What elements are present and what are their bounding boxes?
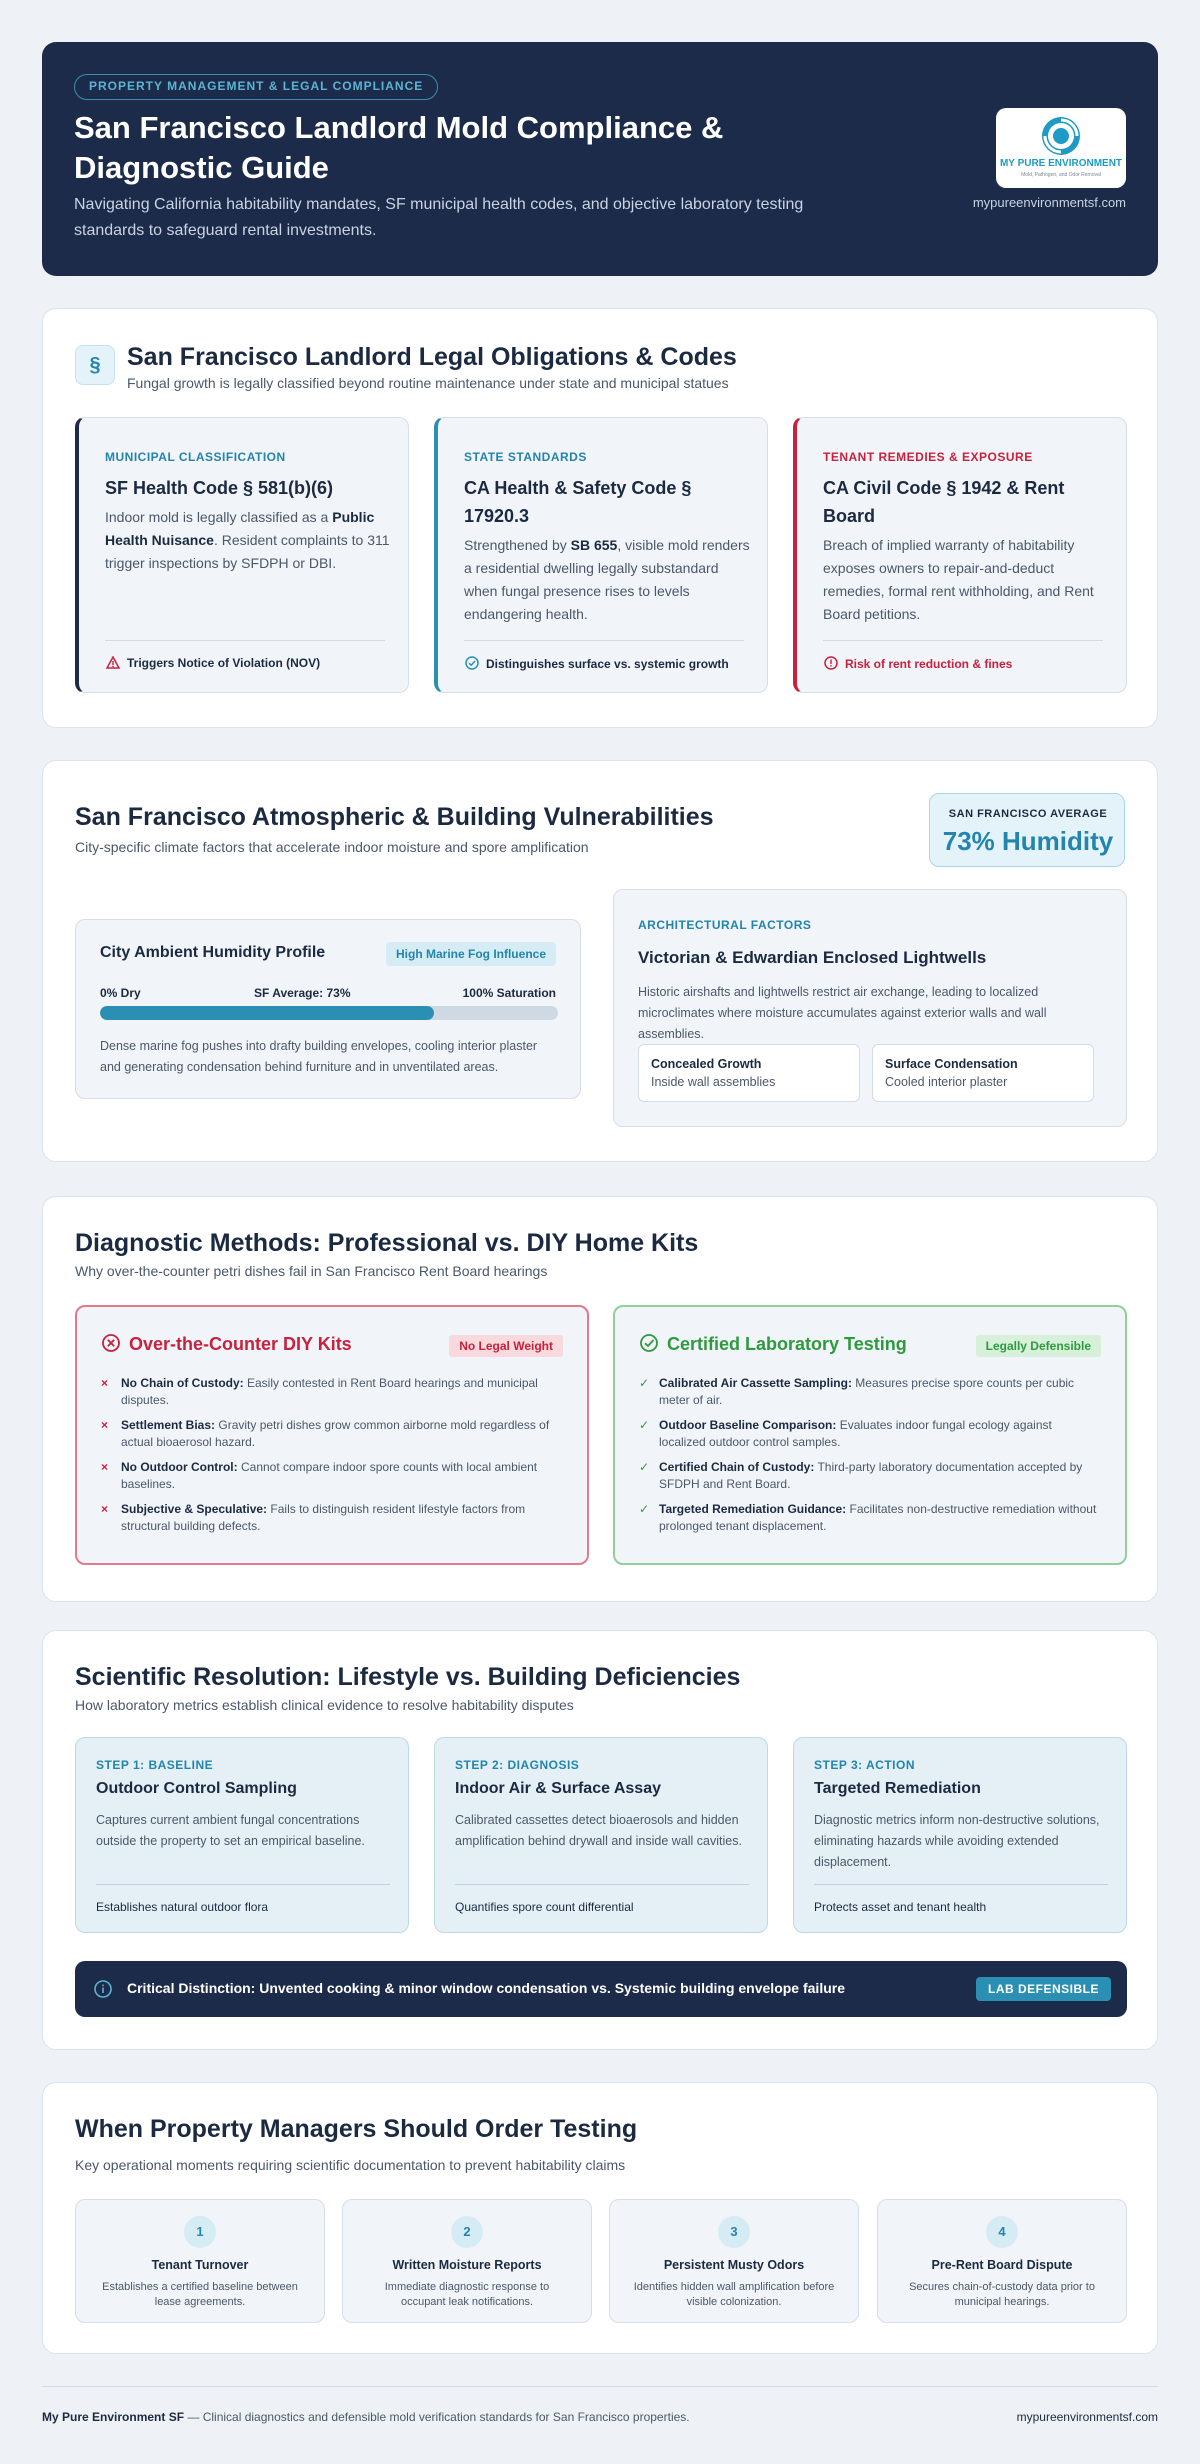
climate-section	[42, 760, 1158, 1162]
list-item: ✓ Targeted Remediation Guidance: Facilitates non-destructive remediation without prolonged tenant displacement.	[639, 1502, 1097, 1533]
humidity-note: Dense marine fog pushes into drafty building envelopes, cooling interior plaster and generating condensation behind furniture and in unventilated areas.	[100, 1039, 538, 1074]
divider	[823, 640, 1103, 641]
company-logo[interactable]	[996, 108, 1126, 188]
header-website-link[interactable]: mypureenvironmentsf.com	[972, 195, 1126, 210]
logo-emblem-icon	[1039, 114, 1083, 158]
no-legal-weight-badge: No Legal Weight	[449, 1335, 563, 1357]
architecture-tag: ARCHITECTURAL FACTORS	[638, 918, 812, 932]
testing-card-musty-odors	[609, 2199, 859, 2323]
step-number-badge: 2	[451, 2216, 483, 2248]
legal-section-title: San Francisco Landlord Legal Obligations & Codes	[127, 343, 737, 371]
list-item: ✓ Certified Chain of Custody: Third-party laboratory documentation accepted by SFDPH and Rent Board.	[639, 1460, 1083, 1491]
footer-divider	[42, 2386, 1158, 2387]
testing-card-title: Persistent Musty Odors	[663, 2258, 805, 2272]
mini-subtitle: Inside wall assemblies	[651, 1075, 776, 1089]
testing-card-title: Tenant Turnover	[151, 2258, 249, 2272]
x-mark-icon: ×	[101, 1418, 109, 1432]
legal-section-subtitle: Fungal growth is legally classified beyond routine maintenance under state and municipal statues	[127, 375, 729, 391]
scientific-resolution-section	[42, 1630, 1158, 2050]
legal-card-state	[434, 417, 768, 693]
average-humidity-badge	[929, 793, 1125, 867]
lab-defensible-badge: LAB DEFENSIBLE	[976, 1977, 1111, 2001]
testing-card-title: Written Moisture Reports	[392, 2258, 542, 2272]
diy-kits-title: Over-the-Counter DIY Kits	[101, 1333, 352, 1355]
step-tag: STEP 3: ACTION	[814, 1758, 916, 1772]
testing-card-tenant-turnover	[75, 2199, 325, 2323]
checkmark-icon: ✓	[639, 1502, 650, 1516]
lab-testing-card	[613, 1305, 1127, 1565]
legal-card-footer: Distinguishes surface vs. systemic growth	[464, 656, 729, 671]
diagnostic-methods-section	[42, 1196, 1158, 1602]
architecture-title: Victorian & Edwardian Enclosed Lightwells	[638, 948, 987, 967]
legally-defensible-badge: Legally Defensible	[976, 1335, 1101, 1357]
info-circle-icon	[93, 1979, 113, 1999]
legal-card-title: CA Health & Safety Code § 17920.3	[464, 478, 692, 526]
architecture-body: Historic airshafts and lightwells restrict air exchange, leading to localized microclimates where moisture accumulates against exterior walls and wall assemblies.	[638, 985, 1047, 1041]
lab-testing-title: Certified Laboratory Testing	[639, 1333, 907, 1355]
testing-card-moisture-reports	[342, 2199, 592, 2323]
humidity-scale-max: 100% Saturation	[462, 986, 556, 1000]
check-circle-icon	[464, 656, 480, 670]
step-card-baseline	[75, 1737, 409, 1933]
humidity-card-title: City Ambient Humidity Profile	[100, 944, 326, 961]
x-mark-icon: ×	[101, 1376, 109, 1390]
step-footer: Protects asset and tenant health	[814, 1900, 987, 1914]
legal-card-municipal	[75, 417, 409, 693]
logo-tagline: Mold, Pathogen, and Odor Removal	[1021, 172, 1101, 178]
x-mark-icon: ×	[101, 1460, 109, 1474]
legal-card-title: SF Health Code § 581(b)(6)	[105, 478, 334, 498]
diagnostic-section-subtitle: Why over-the-counter petri dishes fail in San Francisco Rent Board hearings	[75, 1263, 548, 1279]
section-sign-icon: §	[75, 345, 115, 385]
legal-obligations-section	[42, 308, 1158, 728]
logo-name: MY PURE ENVIRONMENT	[999, 158, 1123, 169]
footer-website-link[interactable]: mypureenvironmentsf.com	[1016, 2410, 1158, 2424]
climate-section-title: San Francisco Atmospheric & Building Vulnerabilities	[75, 803, 714, 831]
legal-card-tag: STATE STANDARDS	[464, 450, 587, 464]
legal-card-tenant	[793, 417, 1127, 693]
divider	[455, 1884, 749, 1885]
step-number-badge: 3	[718, 2216, 750, 2248]
humidity-progress-bar	[100, 1006, 558, 1020]
critical-distinction-banner	[75, 1961, 1127, 2017]
checkmark-icon: ✓	[639, 1418, 650, 1432]
check-circle-icon	[639, 1333, 659, 1353]
testing-card-body: Immediate diagnostic response to occupant leak notifications.	[384, 2281, 550, 2308]
mini-subtitle: Cooled interior plaster	[885, 1075, 1008, 1089]
step-body: Calibrated cassettes detect bioaerosols and hidden amplification behind drywall and inside wall cavities.	[455, 1813, 742, 1848]
alert-circle-icon	[823, 656, 839, 670]
average-humidity-value: 73% Humidity	[942, 826, 1114, 856]
critical-distinction-text: Critical Distinction: Unvented cooking & minor window condensation vs. Systemic building envelope failure	[127, 1980, 845, 1996]
step-body: Diagnostic metrics inform non-destructive solutions, eliminating hazards while avoiding extended displacement.	[814, 1813, 1100, 1869]
step-title: Indoor Air & Surface Assay	[455, 1780, 661, 1797]
resolution-section-subtitle: How laboratory metrics establish clinical evidence to resolve habitability disputes	[75, 1697, 574, 1713]
architectural-factors-card	[613, 889, 1127, 1127]
hero-header	[42, 42, 1158, 276]
resolution-section-title: Scientific Resolution: Lifestyle vs. Building Deficiencies	[75, 1663, 741, 1691]
concealed-growth-box	[638, 1044, 860, 1102]
step-title: Outdoor Control Sampling	[96, 1780, 297, 1797]
testing-section-subtitle: Key operational moments requiring scientific documentation to prevent habitability claims	[75, 2157, 626, 2173]
x-mark-icon: ×	[101, 1502, 109, 1516]
footer-description: My Pure Environment SF — Clinical diagnostics and defensible mold verification standards for San Francisco properties.	[42, 2410, 690, 2424]
step-title: Targeted Remediation	[814, 1780, 981, 1797]
step-footer: Establishes natural outdoor flora	[96, 1900, 269, 1914]
legal-card-body: Strengthened by SB 655, visible mold renders a residential dwelling legally substandard when fungal presence rises to levels endangering health.	[464, 537, 750, 622]
list-item: ✓ Outdoor Baseline Comparison: Evaluates indoor fungal ecology against localized outdoor control samples.	[639, 1418, 1052, 1449]
divider	[96, 1884, 390, 1885]
legal-card-footer: Risk of rent reduction & fines	[823, 656, 1012, 671]
testing-card-rent-board-dispute	[877, 2199, 1127, 2323]
step-tag: STEP 2: DIAGNOSIS	[455, 1758, 580, 1772]
surface-condensation-box	[872, 1044, 1094, 1102]
testing-card-body: Secures chain-of-custody data prior to municipal hearings.	[909, 2281, 1095, 2308]
order-testing-section	[42, 2082, 1158, 2354]
divider	[105, 640, 385, 641]
testing-section-title: When Property Managers Should Order Testing	[75, 2115, 638, 2143]
step-card-action	[793, 1737, 1127, 1933]
list-item: × No Chain of Custody: Easily contested in Rent Board hearings and municipal disputes.	[101, 1376, 538, 1407]
legal-card-tag: TENANT REMEDIES & EXPOSURE	[823, 450, 1033, 464]
page-title: San Francisco Landlord Mold Compliance & Diagnostic Guide	[74, 110, 724, 185]
checkmark-icon: ✓	[639, 1460, 650, 1474]
list-item: × Settlement Bias: Gravity petri dishes grow common airborne mold regardless of actual bioaerosol hazard.	[101, 1418, 550, 1449]
list-item: × Subjective & Speculative: Fails to distinguish resident lifestyle factors from structural building defects.	[101, 1502, 526, 1533]
mini-title: Surface Condensation	[885, 1057, 1018, 1071]
diy-kits-card	[75, 1305, 589, 1565]
diagnostic-section-title: Diagnostic Methods: Professional vs. DIY Home Kits	[75, 1229, 699, 1257]
step-body: Captures current ambient fungal concentrations outside the property to set an empirical baseline.	[96, 1813, 365, 1848]
testing-card-title: Pre-Rent Board Dispute	[931, 2258, 1073, 2272]
page-subtitle: Navigating California habitability mandates, SF municipal health codes, and objective laboratory testing standards to safeguard rental investments.	[74, 196, 804, 239]
legal-card-title: CA Civil Code § 1942 & Rent Board	[823, 478, 1065, 526]
step-tag: STEP 1: BASELINE	[96, 1758, 214, 1772]
climate-section-subtitle: City-specific climate factors that accelerate indoor moisture and spore amplification	[75, 839, 589, 855]
step-number-badge: 1	[184, 2216, 216, 2248]
testing-card-body: Establishes a certified baseline between lease agreements.	[102, 2281, 298, 2308]
list-item: × No Outdoor Control: Cannot compare indoor spore counts with local ambient baselines.	[101, 1460, 538, 1491]
warning-triangle-icon	[105, 656, 121, 669]
testing-card-body: Identifies hidden wall amplification before visible colonization.	[633, 2281, 835, 2308]
checkmark-icon: ✓	[639, 1376, 650, 1390]
step-number-badge: 4	[986, 2216, 1018, 2248]
humidity-profile-card	[75, 919, 581, 1099]
hero-tag: PROPERTY MANAGEMENT & LEGAL COMPLIANCE	[74, 74, 438, 100]
legal-card-footer: Triggers Notice of Violation (NOV)	[105, 656, 320, 670]
marine-fog-badge: High Marine Fog Influence	[386, 942, 556, 966]
list-item: ✓ Calibrated Air Cassette Sampling: Measures precise spore counts per cubic meter of air.	[639, 1376, 1075, 1407]
divider	[814, 1884, 1108, 1885]
humidity-scale-min: 0% Dry	[100, 986, 141, 1000]
mini-title: Concealed Growth	[651, 1057, 762, 1071]
legal-card-tag: MUNICIPAL CLASSIFICATION	[105, 450, 286, 464]
x-circle-icon	[101, 1333, 121, 1353]
legal-card-body: Breach of implied warranty of habitability exposes owners to repair-and-deduct remedies, formal rent withholding, and Rent Board petitions.	[823, 537, 1094, 622]
divider	[464, 640, 744, 641]
humidity-progress-fill	[100, 1006, 434, 1020]
humidity-scale-mid: SF Average: 73%	[254, 986, 351, 1000]
step-footer: Quantifies spore count differential	[455, 1900, 634, 1914]
step-card-diagnosis	[434, 1737, 768, 1933]
legal-card-body: Indoor mold is legally classified as a Public Health Nuisance. Resident complaints to 311 trigger inspections by SFDPH or DBI.	[105, 509, 390, 571]
average-humidity-label: SAN FRANCISCO AVERAGE	[948, 808, 1108, 820]
